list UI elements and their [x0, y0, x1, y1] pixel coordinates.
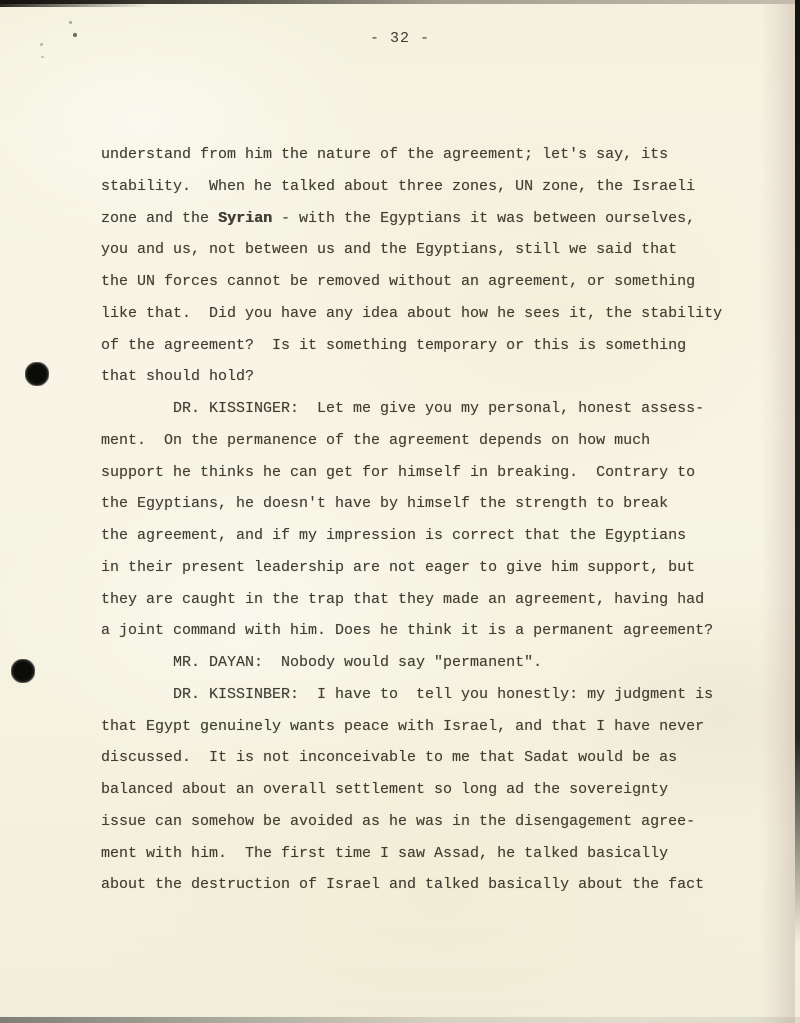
- page-number: - 32 -: [369, 30, 430, 47]
- text-line: zone and the Syrian - with the Egyptians it was between ourselves,: [101, 209, 696, 227]
- scan-edge-top-left: [0, 0, 150, 7]
- text-line: like that. Did you have any idea about how he sees it, the stability: [101, 304, 723, 322]
- text-line: of the agreement? Is it something temporary or this is something: [101, 336, 687, 354]
- text-line: ment with him. The first time I saw Assad, he talked basically: [101, 844, 669, 862]
- text-line: about the destruction of Israel and talked basically about the fact: [101, 876, 705, 894]
- text-line: balanced about an overall settlement so long ad the sovereignty: [101, 781, 669, 798]
- text-line: they are caught in the trap that they made an agreement, having had: [101, 590, 705, 608]
- text-line: DR. KISSINGER: Let me give you my personal, honest assess-: [101, 400, 705, 417]
- text-line: the agreement, and if my impression is correct that the Egyptians: [101, 527, 687, 544]
- text-line: that Egypt genuinely wants peace with Israel, and that I have never: [101, 717, 705, 735]
- overstruck-word: Syrian: [218, 209, 273, 227]
- transcript-text: [101, 139, 771, 901]
- ink-speckle: [69, 21, 72, 24]
- hole-punch-top: [25, 362, 49, 386]
- scan-edge-bottom: [0, 1017, 800, 1023]
- scan-edge-right: [795, 0, 800, 945]
- ink-speckle: [41, 56, 44, 58]
- text-line: the Egyptians, he doesn't have by himself the strength to break: [101, 495, 669, 513]
- text-line: issue can somehow be avoided as he was in the disengagement agree-: [101, 812, 696, 830]
- text-line: ment. On the permanence of the agreement depends on how much: [101, 431, 651, 449]
- hole-punch-bottom: [11, 659, 35, 683]
- text-line: stability. When he talked about three zones, UN zone, the Israeli: [101, 177, 696, 195]
- text-line: a joint command with him. Does he think it is a permanent agreement?: [101, 622, 714, 640]
- text-line: discussed. It is not inconceivable to me that Sadat would be as: [101, 749, 678, 767]
- text-line: you and us, not between us and the Egyptians, still we said that: [101, 241, 678, 259]
- text-line: DR. KISSINBER: I have to tell you honestly: my judgment is: [101, 685, 714, 703]
- text-line: the UN forces cannot be removed without an agreement, or something: [101, 273, 696, 290]
- text-line: in their present leadership are not eager to give him support, but: [101, 558, 696, 576]
- text-line: MR. DAYAN: Nobody would say "permanent".: [101, 654, 543, 671]
- text-line: that should hold?: [101, 368, 255, 386]
- text-line: understand from him the nature of the agreement; let's say, its: [101, 146, 669, 163]
- text-line: support he thinks he can get for himself in breaking. Contrary to: [101, 463, 696, 481]
